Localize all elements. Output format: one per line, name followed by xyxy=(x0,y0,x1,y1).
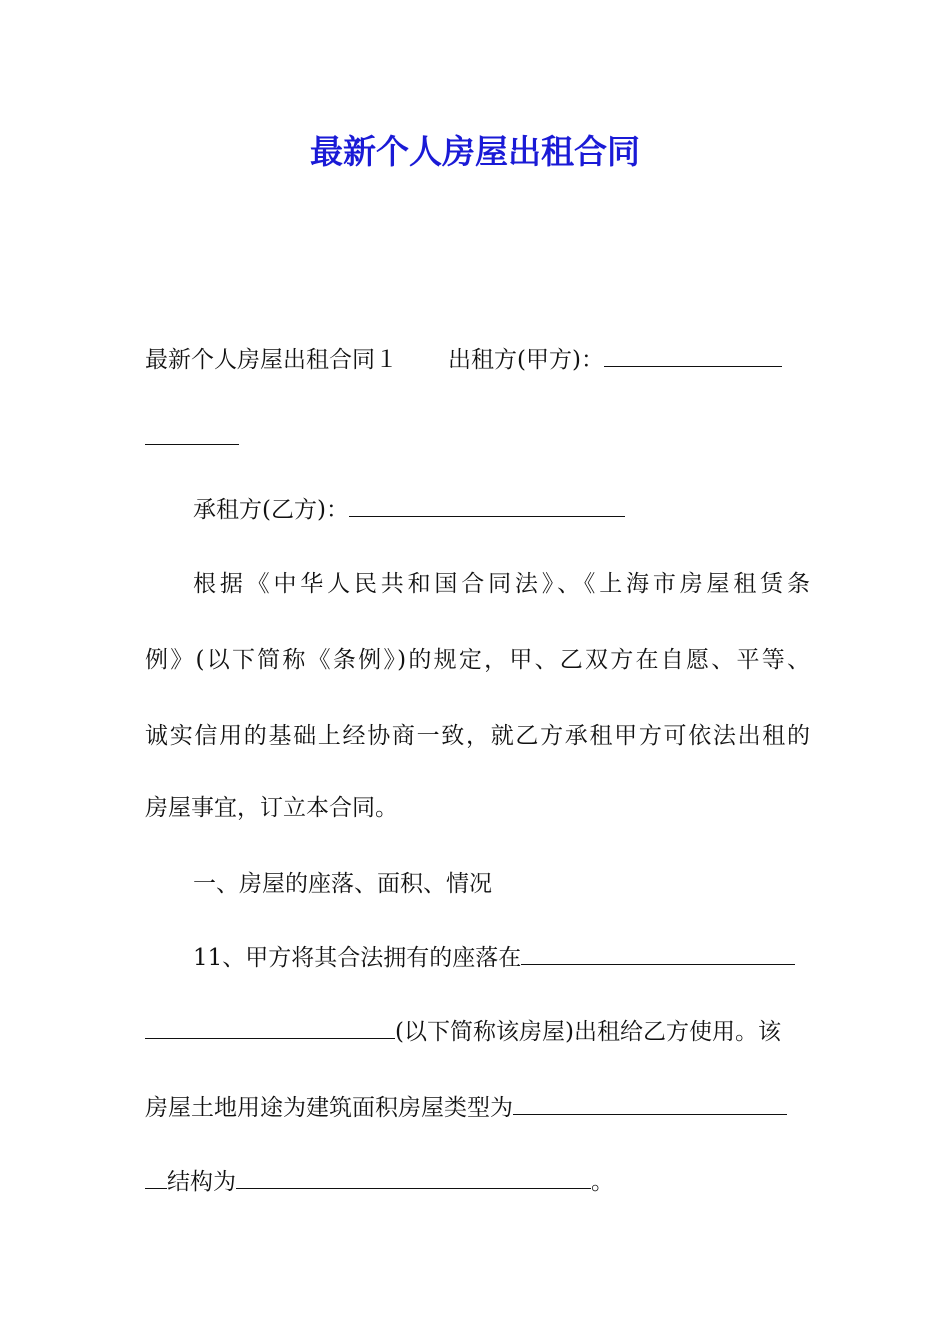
house-type-blank-cont xyxy=(145,1168,167,1189)
item-11-line xyxy=(145,1164,810,1200)
lessor-blank-continuation xyxy=(145,420,810,456)
lessee-line xyxy=(193,492,810,528)
paragraph-line: 例》(以下简称《条例》)的规定，甲、乙双方在自愿、平等、 xyxy=(145,647,810,673)
sentence-end: 。 xyxy=(591,1169,614,1195)
paragraph-line: 诚实信用的基础上经协商一致，就乙方承租甲方可依法出租的 xyxy=(145,723,810,749)
structure-label: 结构为 xyxy=(167,1169,236,1195)
contract-subheading: 最新个人房屋出租合同１ xyxy=(145,347,398,373)
item-11-line xyxy=(193,940,810,976)
document-title: 最新个人房屋出租合同 xyxy=(310,132,640,171)
item-11-line xyxy=(145,1090,810,1126)
item-11-text: 房屋土地用途为建筑面积房屋类型为 xyxy=(145,1095,513,1121)
section-heading: 一、房屋的座落、面积、情况 xyxy=(193,871,492,897)
location-blank-cont xyxy=(145,1018,395,1039)
paragraph-line: 根据《中华人民共和国合同法》、《上海市房屋租赁条 xyxy=(193,571,810,597)
lessor-name-blank xyxy=(604,346,782,367)
lessor-name-blank-cont xyxy=(145,424,239,445)
structure-blank xyxy=(236,1168,591,1189)
house-type-blank xyxy=(513,1094,787,1115)
contract-heading-line xyxy=(145,342,810,378)
item-11-text: (以下简称该房屋)出租给乙方使用。该 xyxy=(395,1019,781,1045)
item-11-text: 11、甲方将其合法拥有的座落在 xyxy=(193,945,522,971)
lessee-label: 承租方(乙方)： xyxy=(193,497,349,523)
item-11-line xyxy=(145,1014,810,1050)
lessee-name-blank xyxy=(349,496,625,517)
location-blank xyxy=(521,944,795,965)
lessor-label: 出租方(甲方)： xyxy=(448,347,604,373)
paragraph-line: 房屋事宜，订立本合同。 xyxy=(145,795,398,821)
